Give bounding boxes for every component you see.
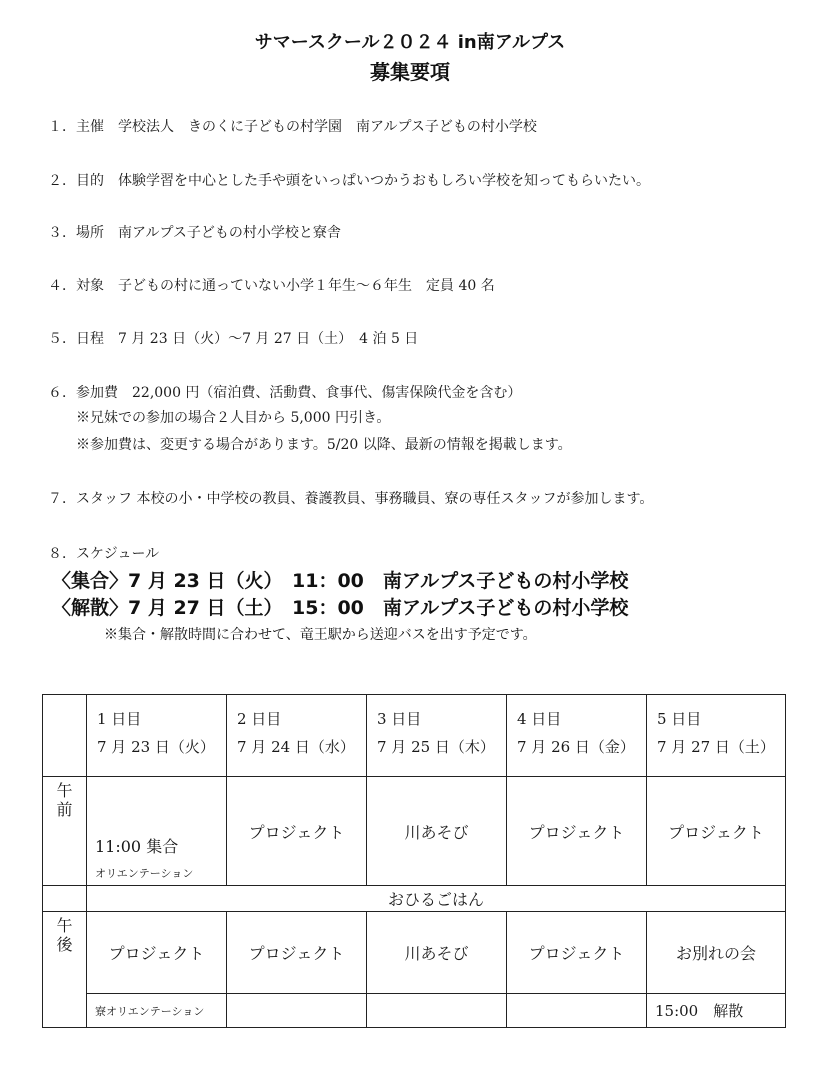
- corner-cell: [43, 695, 87, 777]
- pm-day4-cell: プロジェクト: [507, 912, 647, 994]
- table-row-pm-notes: [43, 994, 786, 1028]
- page-title: サマースクール２０２４ in南アルプス: [254, 32, 566, 53]
- table-row-pm: [43, 912, 786, 994]
- item-staff: ７．スタッフ 本校の小・中学校の教員、養護教員、事務職員、寮の専任スタッフが参加します。: [48, 491, 654, 507]
- table-header-row: [43, 695, 786, 777]
- gather-info: 〈集合〉7 月 23 日（火） 11：00 南アルプス子どもの村小学校: [52, 570, 629, 592]
- item-schedule-heading: ８．スケジュール: [48, 546, 160, 562]
- item-purpose: ２．目的 体験学習を中心とした手や頭をいっぱいつかうおもしろい学校を知ってもらいたい。: [48, 173, 650, 189]
- pm-day3-cell: 川あそび: [367, 912, 507, 994]
- item-organizer: １．主催 学校法人 きのくに子どもの村学園 南アルプス子どもの村小学校: [48, 119, 537, 135]
- day-header: 5 日目 7 月 27 日（土）: [647, 695, 786, 777]
- item-dates: ５．日程 7 月 23 日（火）～7 月 27 日（土） 4 泊 5 日: [48, 331, 419, 347]
- am-day1-main: 11:00 集合: [95, 837, 179, 856]
- pm-day3-sub: [367, 994, 507, 1028]
- item-place: ３．場所 南アルプス子どもの村小学校と寮舎: [48, 225, 341, 241]
- day-header: 1 日目 7 月 23 日（火）: [87, 695, 227, 777]
- pm-day2-cell: プロジェクト: [227, 912, 367, 994]
- lunch-label-cell: [43, 886, 87, 912]
- fee-note-siblings: ※兄妹での参加の場合２人目から 5,000 円引き。: [76, 410, 391, 426]
- pm-day5-sub: 15:00 解散: [647, 994, 786, 1028]
- pm-label: 午 後: [43, 912, 87, 1028]
- am-day5-cell: プロジェクト: [647, 777, 786, 886]
- item-target: ４．対象 子どもの村に通っていない小学１年生～６年生 定員 40 名: [48, 278, 495, 294]
- pm-day1-sub: 寮オリエンテーション: [87, 994, 227, 1028]
- schedule-table: [42, 694, 786, 1028]
- am-day3-cell: 川あそび: [367, 777, 507, 886]
- pm-day1-cell: プロジェクト: [87, 912, 227, 994]
- am-day2-cell: プロジェクト: [227, 777, 367, 886]
- page-subtitle: 募集要項: [370, 60, 450, 84]
- am-label: 午 前: [43, 777, 87, 886]
- day-header: 2 日目 7 月 24 日（水）: [227, 695, 367, 777]
- am-day4-cell: プロジェクト: [507, 777, 647, 886]
- pm-day5-cell: お別れの会: [647, 912, 786, 994]
- am-day1-sub: オリエンテーション: [95, 867, 194, 880]
- day-header: 4 日目 7 月 26 日（金）: [507, 695, 647, 777]
- pm-day2-sub: [227, 994, 367, 1028]
- table-row-lunch: [43, 886, 786, 912]
- day-header: 3 日目 7 月 25 日（木）: [367, 695, 507, 777]
- fee-note-change: ※参加費は、変更する場合があります。5/20 以降、最新の情報を掲載します。: [76, 437, 572, 453]
- dismiss-info: 〈解散〉7 月 27 日（土） 15：00 南アルプス子どもの村小学校: [52, 597, 629, 619]
- bus-note: ※集合・解散時間に合わせて、竜王駅から送迎バスを出す予定です。: [104, 627, 537, 643]
- am-day1-cell: [87, 777, 227, 886]
- table-row-am: [43, 777, 786, 886]
- lunch-cell: おひるごはん: [87, 886, 786, 912]
- item-fee: ６．参加費 22,000 円（宿泊費、活動費、食事代、傷害保険代金を含む）: [48, 385, 522, 401]
- pm-day4-sub: [507, 994, 647, 1028]
